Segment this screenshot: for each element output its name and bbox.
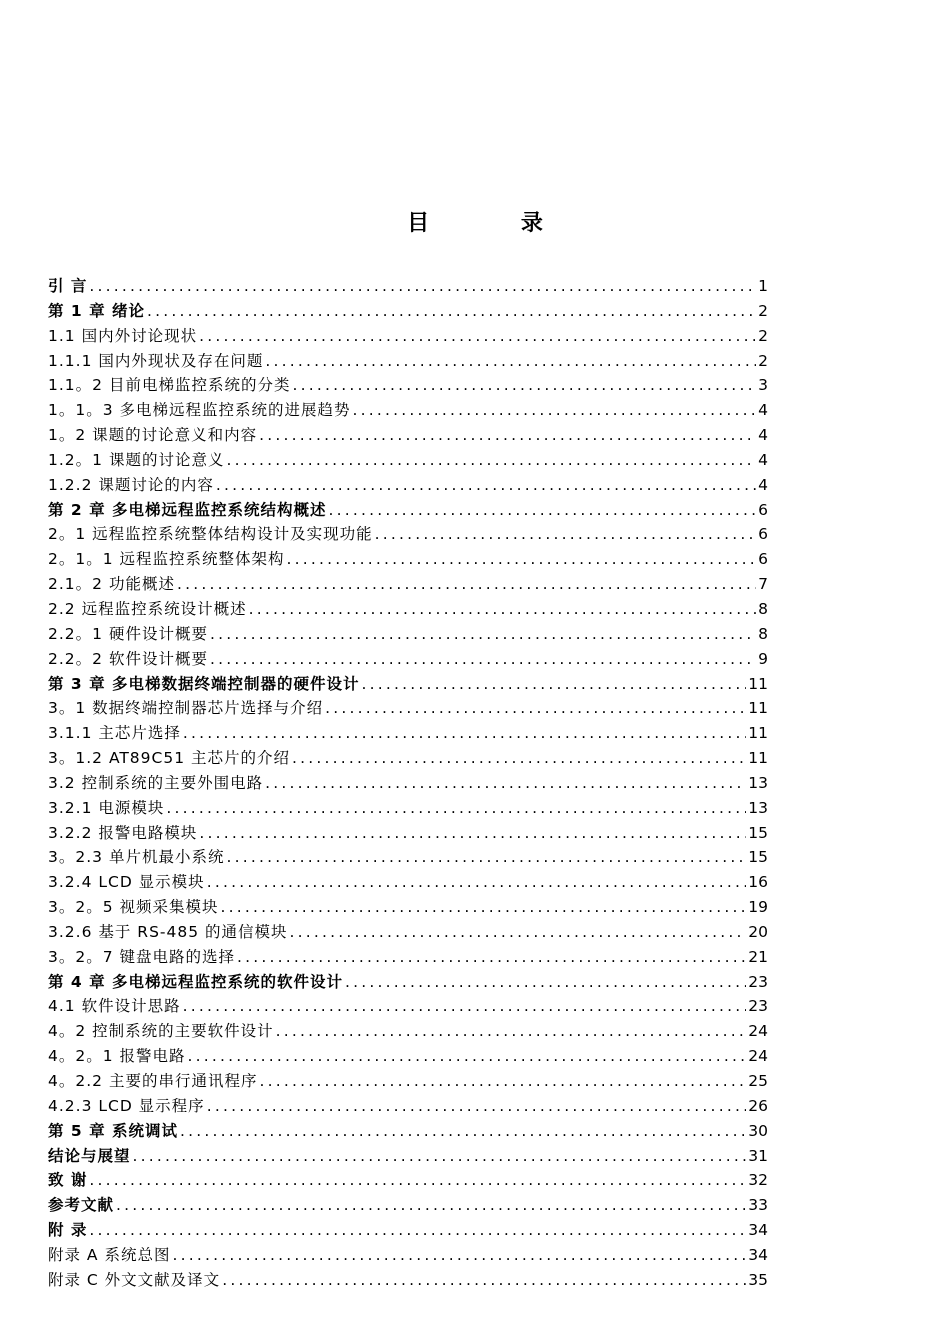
toc-entry-label: 3。2。7 键盘电路的选择	[48, 947, 236, 966]
toc-dot-leader	[199, 324, 756, 349]
toc-entry-label: 4.2.3 LCD 显示程序	[48, 1096, 205, 1115]
toc-entry-label: 参考文献	[48, 1196, 115, 1215]
toc-entry-page-number: 19	[748, 898, 768, 917]
toc-entry[interactable]	[48, 994, 768, 1019]
toc-dot-leader	[249, 597, 757, 622]
toc-entry-label: 2.2。1 硬件设计概要	[48, 624, 208, 643]
toc-entry[interactable]	[48, 920, 768, 945]
toc-entry-label: 2.1。2 功能概述	[48, 575, 175, 594]
toc-entry-label: 4。2.2 主要的串行通讯程序	[48, 1072, 258, 1090]
toc-entry[interactable]	[48, 1044, 768, 1069]
toc-entry-page-number: 15	[748, 823, 768, 842]
toc-entry-page-number: 3	[758, 376, 768, 395]
toc-entry[interactable]	[48, 1019, 768, 1044]
toc-dot-leader	[226, 448, 756, 473]
toc-dot-leader	[172, 1243, 746, 1268]
toc-entry[interactable]	[48, 522, 768, 547]
toc-dot-leader	[259, 1069, 746, 1094]
toc-entry-page-number: 33	[748, 1196, 768, 1215]
toc-entry-label: 2.2。2 软件设计概要	[48, 649, 208, 668]
toc-entry-page-number: 25	[748, 1072, 768, 1090]
toc-entry-label: 结论与展望	[48, 1146, 131, 1165]
toc-entry-page-number: 23	[748, 972, 768, 991]
toc-dot-leader	[166, 796, 746, 821]
toc-entry-page-number: 4	[758, 475, 768, 494]
toc-dot-leader	[226, 845, 746, 870]
toc-entry[interactable]	[48, 423, 768, 448]
toc-entry-page-number: 8	[758, 599, 768, 618]
toc-entry-label: 1.1.1 国内外现状及存在问题	[48, 351, 264, 370]
toc-entry[interactable]	[48, 647, 768, 672]
toc-entry-label: 3.2.4 LCD 显示模块	[48, 873, 205, 892]
toc-entry[interactable]	[48, 696, 768, 721]
toc-entry[interactable]	[48, 1119, 768, 1144]
toc-entry-page-number: 11	[748, 749, 768, 768]
toc-entry[interactable]	[48, 1243, 768, 1268]
toc-entry-label: 附录 C 外文文献及译文	[48, 1270, 221, 1289]
toc-entry[interactable]	[48, 448, 768, 473]
toc-entry[interactable]	[48, 1168, 768, 1193]
toc-entry-label: 3。2。5 视频采集模块	[48, 898, 219, 917]
toc-entry-label: 4。2 控制系统的主要软件设计	[48, 1022, 274, 1041]
toc-entry[interactable]	[48, 274, 768, 299]
toc-entry-label: 3。2.3 单片机最小系统	[48, 848, 225, 867]
toc-entry-page-number: 11	[748, 699, 768, 718]
toc-entry-page-number: 21	[748, 947, 768, 966]
toc-entry[interactable]	[48, 299, 768, 324]
toc-dot-leader	[265, 349, 756, 374]
toc-dot-leader	[361, 672, 746, 697]
toc-entry[interactable]	[48, 324, 768, 349]
toc-entry-label: 2。1。1 远程监控系统整体架构	[48, 550, 285, 569]
toc-entry-page-number: 7	[758, 575, 768, 594]
toc-entry-page-number: 15	[748, 848, 768, 867]
toc-entry[interactable]	[48, 547, 768, 572]
toc-entry[interactable]	[48, 1069, 768, 1094]
toc-dot-leader	[375, 522, 756, 547]
toc-dot-leader	[147, 299, 756, 324]
toc-entry-page-number: 9	[758, 649, 768, 668]
toc-entry-page-number: 31	[748, 1146, 768, 1165]
toc-entry[interactable]	[48, 349, 768, 374]
toc-dot-leader	[207, 870, 747, 895]
toc-entry-label: 3.1.1 主芯片选择	[48, 724, 181, 743]
table-of-contents	[48, 274, 768, 1293]
toc-dot-leader	[221, 895, 747, 920]
toc-dot-leader	[199, 821, 746, 846]
toc-entry[interactable]	[48, 572, 768, 597]
toc-dot-leader	[183, 994, 747, 1019]
toc-dot-leader	[210, 647, 756, 672]
toc-entry-page-number: 32	[748, 1171, 768, 1190]
toc-entry[interactable]	[48, 622, 768, 647]
toc-entry-label: 第 4 章 多电梯远程监控系统的软件设计	[48, 972, 343, 991]
toc-entry-label: 附 录	[48, 1221, 88, 1240]
toc-entry-label: 4.1 软件设计思路	[48, 997, 181, 1016]
toc-entry[interactable]	[48, 373, 768, 398]
toc-entry[interactable]	[48, 945, 768, 970]
toc-dot-leader	[89, 1218, 746, 1243]
toc-entry-label: 1。1。3 多电梯远程监控系统的进展趋势	[48, 401, 351, 420]
toc-entry-page-number: 13	[748, 773, 768, 792]
page-title: 目 录	[407, 211, 585, 236]
toc-entry-page-number: 1	[758, 277, 768, 295]
toc-entry[interactable]	[48, 1268, 768, 1293]
toc-dot-leader	[116, 1193, 746, 1218]
toc-entry-label: 3.2.1 电源模块	[48, 798, 165, 817]
toc-entry-page-number: 4	[758, 450, 768, 469]
toc-entry-label: 第 3 章 多电梯数据终端控制器的硬件设计	[48, 674, 360, 693]
toc-dot-leader	[276, 1019, 747, 1044]
toc-entry[interactable]	[48, 870, 768, 895]
toc-entry[interactable]	[48, 821, 768, 846]
toc-entry-label: 第 1 章 绪论	[48, 301, 145, 320]
toc-entry[interactable]	[48, 895, 768, 920]
toc-dot-leader	[216, 473, 756, 498]
toc-dot-leader	[188, 1044, 747, 1069]
toc-entry[interactable]	[48, 721, 768, 746]
toc-entry-page-number: 8	[758, 624, 768, 643]
toc-entry-label: 第 2 章 多电梯远程监控系统结构概述	[48, 500, 327, 519]
toc-entry-page-number: 34	[748, 1245, 768, 1264]
toc-entry[interactable]	[48, 746, 768, 771]
toc-entry[interactable]	[48, 1094, 768, 1119]
toc-dot-leader	[287, 547, 757, 572]
toc-dot-leader	[325, 696, 746, 721]
toc-dot-leader	[290, 920, 747, 945]
toc-entry-label: 1.2.2 课题讨论的内容	[48, 475, 214, 494]
toc-entry[interactable]	[48, 498, 768, 523]
toc-entry[interactable]	[48, 473, 768, 498]
toc-dot-leader	[180, 1119, 746, 1144]
toc-entry-page-number: 6	[758, 525, 768, 544]
toc-entry-page-number: 4	[758, 401, 768, 420]
toc-entry-label: 3.2.2 报警电路模块	[48, 823, 198, 842]
toc-entry-page-number: 13	[748, 798, 768, 817]
toc-dot-leader	[292, 373, 756, 398]
toc-dot-leader	[222, 1268, 746, 1293]
toc-entry-page-number: 23	[748, 997, 768, 1016]
toc-entry[interactable]	[48, 1218, 768, 1243]
toc-entry-page-number: 11	[748, 674, 768, 693]
toc-entry-label: 3.2 控制系统的主要外围电路	[48, 773, 264, 792]
toc-dot-leader	[237, 945, 746, 970]
toc-entry[interactable]	[48, 771, 768, 796]
toc-entry-label: 第 5 章 系统调试	[48, 1121, 178, 1140]
toc-dot-leader	[133, 1144, 747, 1169]
toc-entry-page-number: 35	[748, 1270, 768, 1289]
toc-entry-page-number: 24	[748, 1022, 768, 1041]
toc-entry-page-number: 2	[758, 351, 768, 370]
toc-entry-page-number: 24	[748, 1047, 768, 1066]
toc-entry-label: 1。2 课题的讨论意义和内容	[48, 426, 258, 445]
toc-entry-label: 3.2.6 基于 RS-485 的通信模块	[48, 922, 288, 941]
toc-entry-label: 1.1。2 目前电梯监控系统的分类	[48, 376, 291, 395]
toc-dot-leader	[265, 771, 746, 796]
toc-entry[interactable]	[48, 1193, 768, 1218]
toc-entry-page-number: 2	[758, 301, 768, 320]
toc-entry-label: 1.1 国内外讨论现状	[48, 326, 198, 345]
toc-dot-leader	[328, 498, 756, 523]
toc-entry-page-number: 26	[748, 1096, 768, 1115]
toc-dot-leader	[89, 274, 756, 299]
toc-entry[interactable]	[48, 672, 768, 697]
toc-dot-leader	[345, 970, 746, 995]
toc-entry-page-number: 4	[758, 426, 768, 445]
toc-entry-label: 附录 A 系统总图	[48, 1245, 171, 1264]
toc-dot-leader	[89, 1168, 746, 1193]
toc-entry-label: 4。2。1 报警电路	[48, 1047, 186, 1066]
toc-dot-leader	[210, 622, 756, 647]
toc-entry[interactable]	[48, 970, 768, 995]
toc-entry[interactable]	[48, 796, 768, 821]
toc-dot-leader	[177, 572, 756, 597]
toc-entry-page-number: 6	[758, 550, 768, 569]
toc-entry-label: 3。1 数据终端控制器芯片选择与介绍	[48, 699, 324, 718]
toc-entry[interactable]	[48, 1144, 768, 1169]
toc-entry[interactable]	[48, 597, 768, 622]
toc-entry-label: 致 谢	[48, 1171, 88, 1190]
toc-dot-leader	[207, 1094, 747, 1119]
toc-entry-page-number: 30	[748, 1121, 768, 1140]
toc-dot-leader	[259, 423, 756, 448]
toc-entry[interactable]	[48, 398, 768, 423]
toc-entry-page-number: 6	[758, 500, 768, 519]
toc-dot-leader	[353, 398, 757, 423]
toc-entry-page-number: 2	[758, 326, 768, 345]
toc-entry-page-number: 11	[748, 724, 768, 743]
toc-dot-leader	[292, 746, 746, 771]
toc-entry-page-number: 16	[748, 873, 768, 892]
toc-entry[interactable]	[48, 845, 768, 870]
toc-entry-label: 引 言	[48, 277, 88, 295]
toc-entry-label: 1.2。1 课题的讨论意义	[48, 450, 225, 469]
toc-entry-page-number: 20	[748, 922, 768, 941]
toc-entry-label: 2。1 远程监控系统整体结构设计及实现功能	[48, 525, 373, 544]
toc-entry-label: 3。1.2 AT89C51 主芯片的介绍	[48, 749, 291, 768]
toc-entry-page-number: 34	[748, 1221, 768, 1240]
toc-dot-leader	[183, 721, 746, 746]
toc-entry-label: 2.2 远程监控系统设计概述	[48, 599, 247, 618]
